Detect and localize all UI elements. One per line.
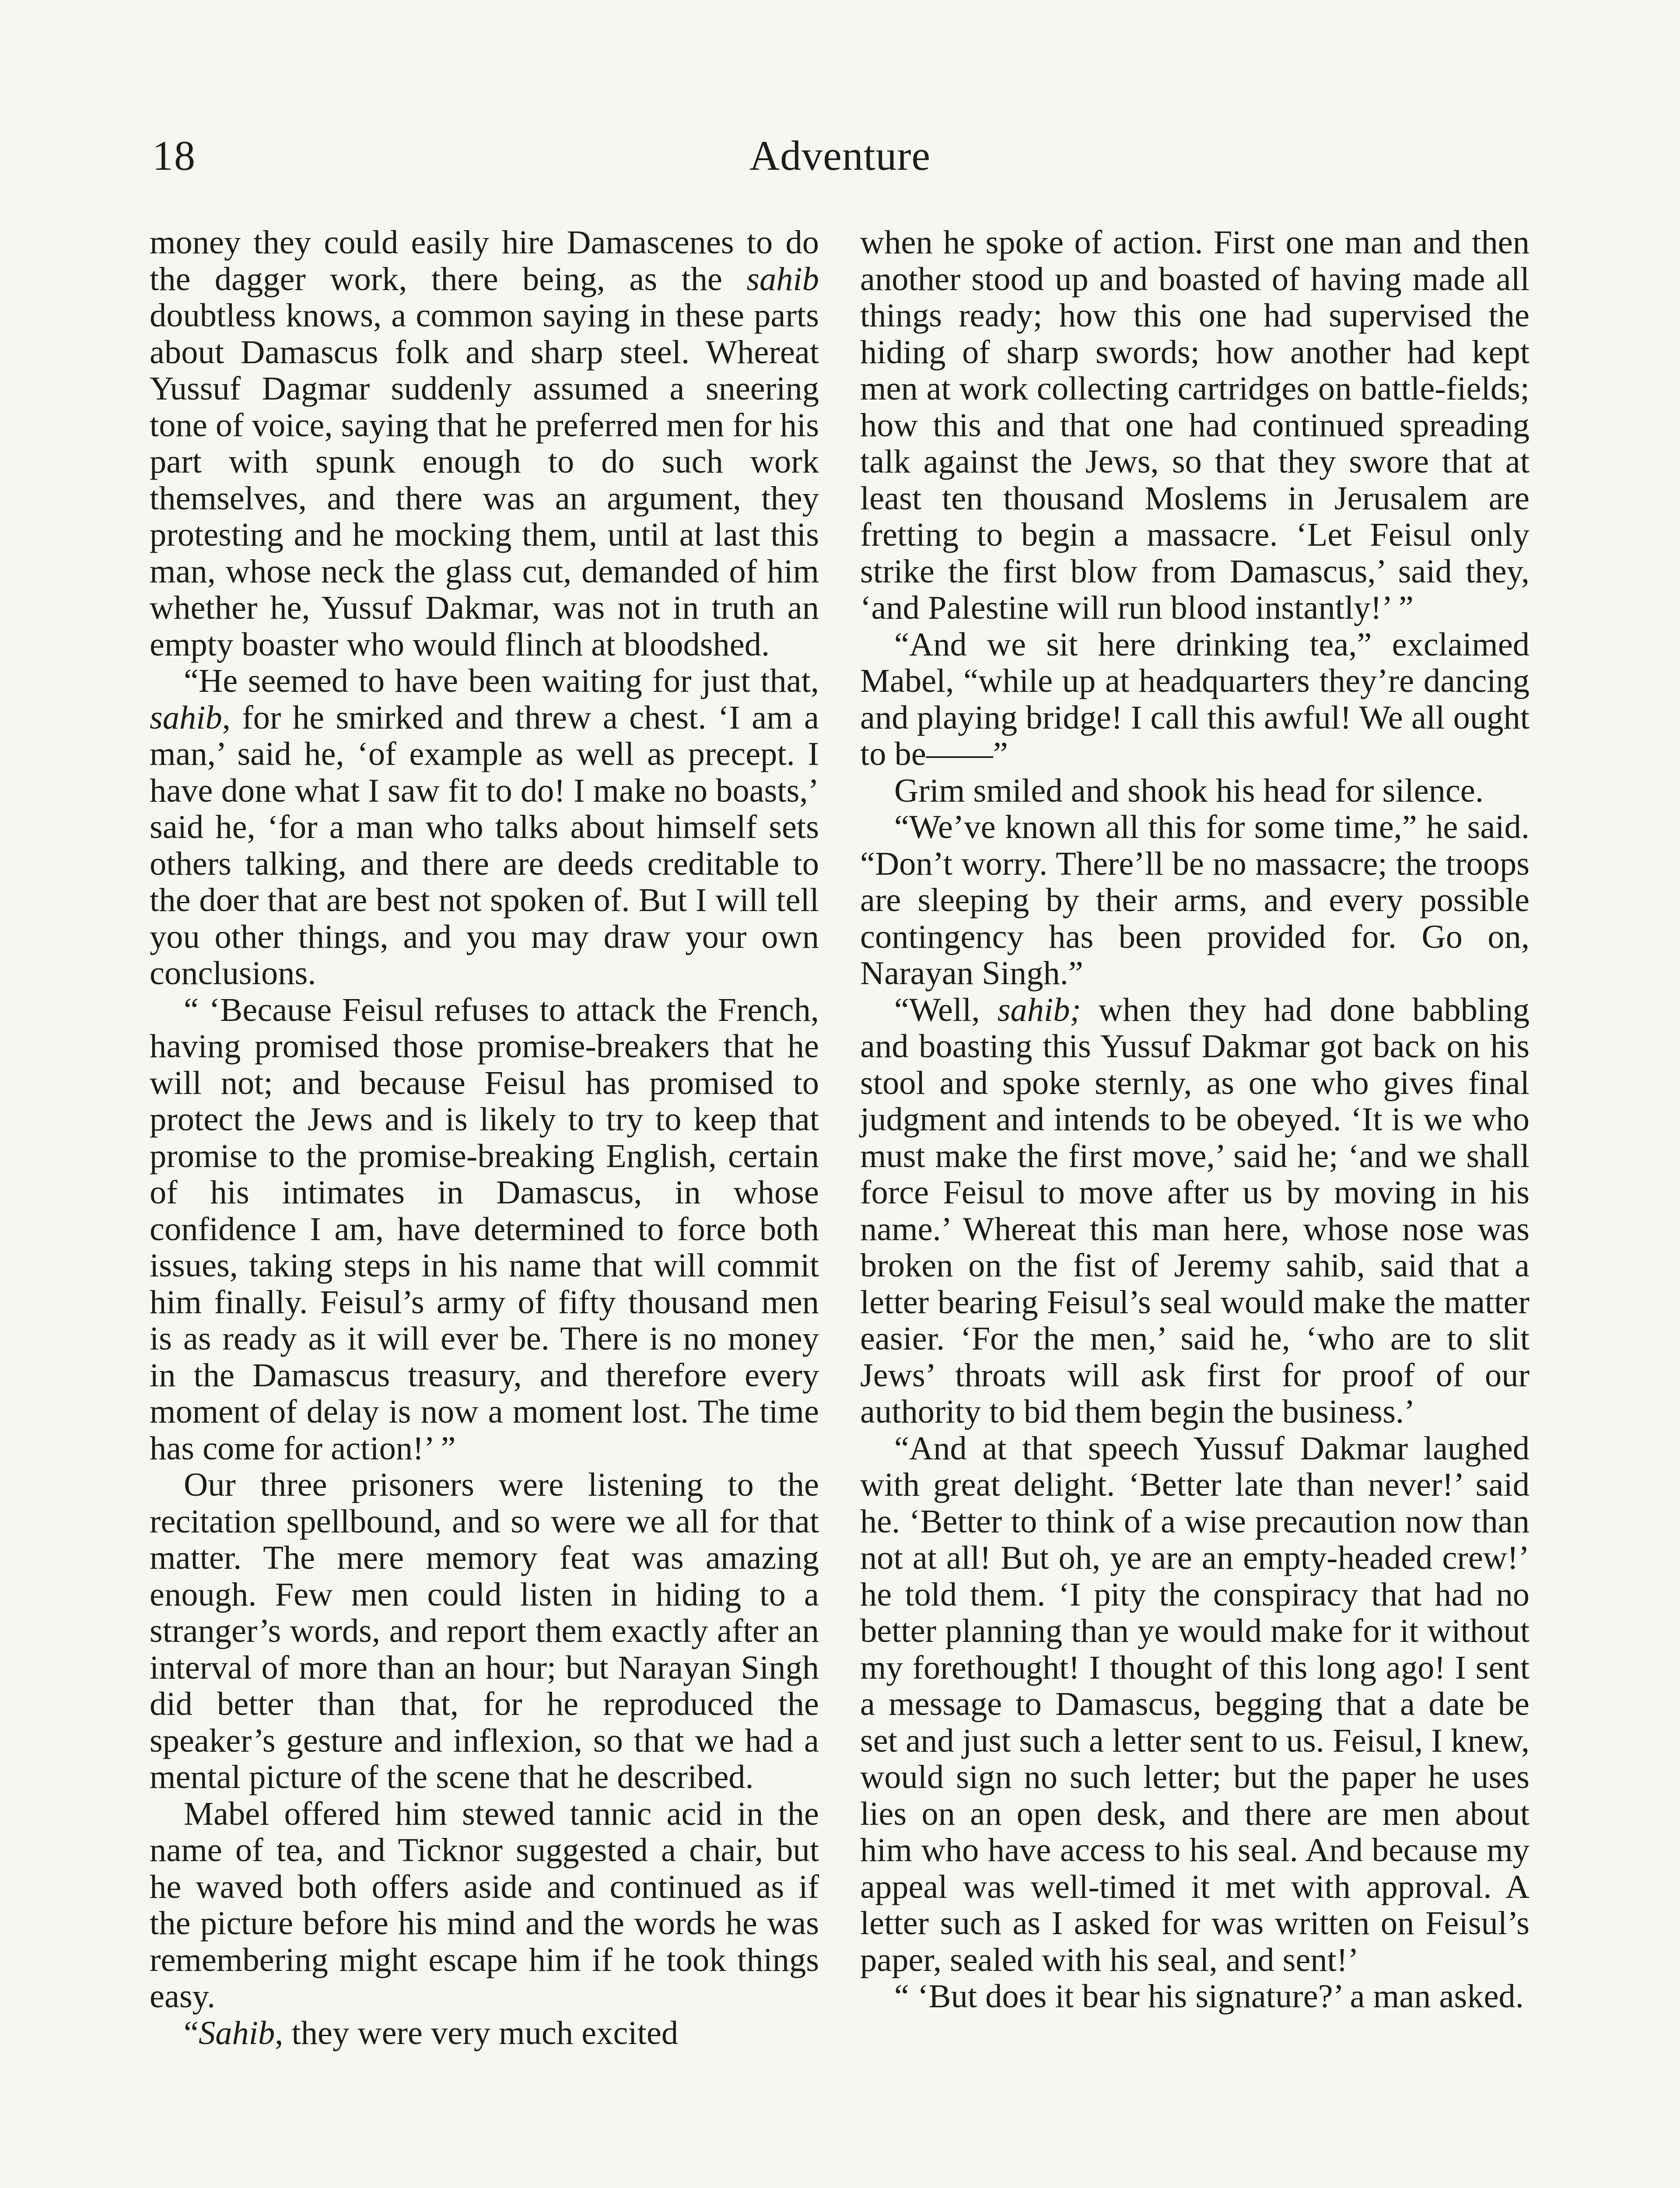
paragraph: “ ‘But does it bear his signature?’ a man asked.	[894, 1978, 1524, 2015]
paragraph: “Well, sahib; when they had done babbling and boasting this Yussuf Dakmar got back on his stool and spoke sternly, as one who gives final judgment and intends to be obeyed. ‘It is we who must make the first move,’ said he; ‘and we shall force Feisul to move after us by moving in his name.’ Whereat this man here, whose nose was broken on the fist of Jeremy sahib, said that a letter bearing Feisul’s seal would make the matter easier. ‘For the men,’ said he, ‘who are to slit Jews’ throats will ask first for proof of our authority to bid them begin the business.’	[860, 991, 1530, 1430]
page-header	[149, 127, 1531, 188]
paragraph: “He seemed to have been waiting for just that, sahib, for he smirked and threw a chest. ‘I am a man,’ said he, ‘of example as well as precept. I have done what I saw fit to do! I make no boasts,’ said he, ‘for a man who talks about himself sets others talking, and there are deeds creditable to the doer that are best not spoken of. But I will tell you other things, and you may draw your own conclusions.	[150, 662, 819, 992]
paragraph: Grim smiled and shook his head for silence.	[894, 771, 1484, 809]
paragraph: money they could easily hire Damascenes to do the dagger work, there being, as the sahib doubtless knows, a common saying in these parts about Damascus folk and sharp steel. Whereat Yussuf Dagmar suddenly assumed a sneering tone of voice, saying that he preferred men for his part with spunk enough to do such work themselves, and there was an argument, they protesting and he mocking them, until at last this man, whose neck the glass cut, demanded of him whether he, Yussuf Dakmar, was not in truth an empty boaster who would flinch at bloodshed.	[150, 224, 819, 663]
right-column	[860, 224, 1530, 2015]
paragraph: “And we sit here drinking tea,” exclaimed Mabel, “while up at headquarters they’re dancing and playing bridge! I call this awful! We all ought to be——”	[860, 625, 1530, 772]
paragraph: “We’ve known all this for some time,” he said. “Don’t worry. There’ll be no massacre; the troops are sleeping by their arms, and every possible contingency has been provided for. Go on, Narayan Singh.”	[860, 808, 1530, 992]
paragraph: “And at that speech Yussuf Dakmar laughed with great delight. ‘Better late than never!’ said he. ‘Better to think of a wise precaution now than not at all! But oh, ye are an empty-headed crew!’ he told them. ‘I pity the conspiracy that had no better planning than ye would make for it without my forethought! I thought of this long ago! I sent a message to Damascus, begging that a date be set and just such a letter sent to us. Feisul, I knew, would sign no such letter; but the paper he uses lies on an open desk, and there are men about him who have access to his seal. And because my appeal was well-timed it met with approval. A letter such as I asked for was written on Feisul’s paper, sealed with his seal, and sent!’	[860, 1429, 1530, 1978]
running-title: Adventure	[749, 132, 931, 179]
paragraph: Our three prisoners were listening to the recitation spellbound, and so were we all for that matter. The mere memory feat was amazing enough. Few men could listen in hiding to a stranger’s words, and report them exactly after an interval of more than an hour; but Narayan Singh did better than that, for he reproduced the speaker’s gesture and inflexion, so that we had a mental picture of the scene that he described.	[150, 1466, 819, 1795]
page-number: 18	[152, 132, 196, 179]
paragraph: when he spoke of action. First one man and then another stood up and boasted of having made all things ready; how this one had supervised the hiding of sharp swords; how another had kept men at work collecting cartridges on battle-fields; how this and that one had continued spreading talk against the Jews, so that they swore that at least ten thousand Moslems in Jerusalem are fretting to begin a massacre. ‘Let Feisul only strike the first blow from Damascus,’ said they, ‘and Palestine will run blood instantly!’ ”	[860, 224, 1530, 626]
left-column	[150, 224, 819, 2051]
paragraph: “Sahib, they were very much excited	[184, 2014, 679, 2051]
paragraph: Mabel offered him stewed tannic acid in the name of tea, and Ticknor suggested a chair, but he waved both offers aside and continued as if the picture before his mind and the words he was remembering might escape him if he took things easy.	[150, 1795, 819, 2015]
paragraph: “ ‘Because Feisul refuses to attack the French, having promised those promise-breakers that he will not; and because Feisul has promised to protect the Jews and is likely to try to keep that promise to the promise-breaking English, certain of his intimates in Damascus, in whose confidence I am, have determined to force both issues, taking steps in his name that will commit him finally. Feisul’s army of fifty thousand men is as ready as it will ever be. There is no money in the Damascus treasury, and therefore every moment of delay is now a moment lost. The time has come for action!’ ”	[150, 991, 819, 1467]
